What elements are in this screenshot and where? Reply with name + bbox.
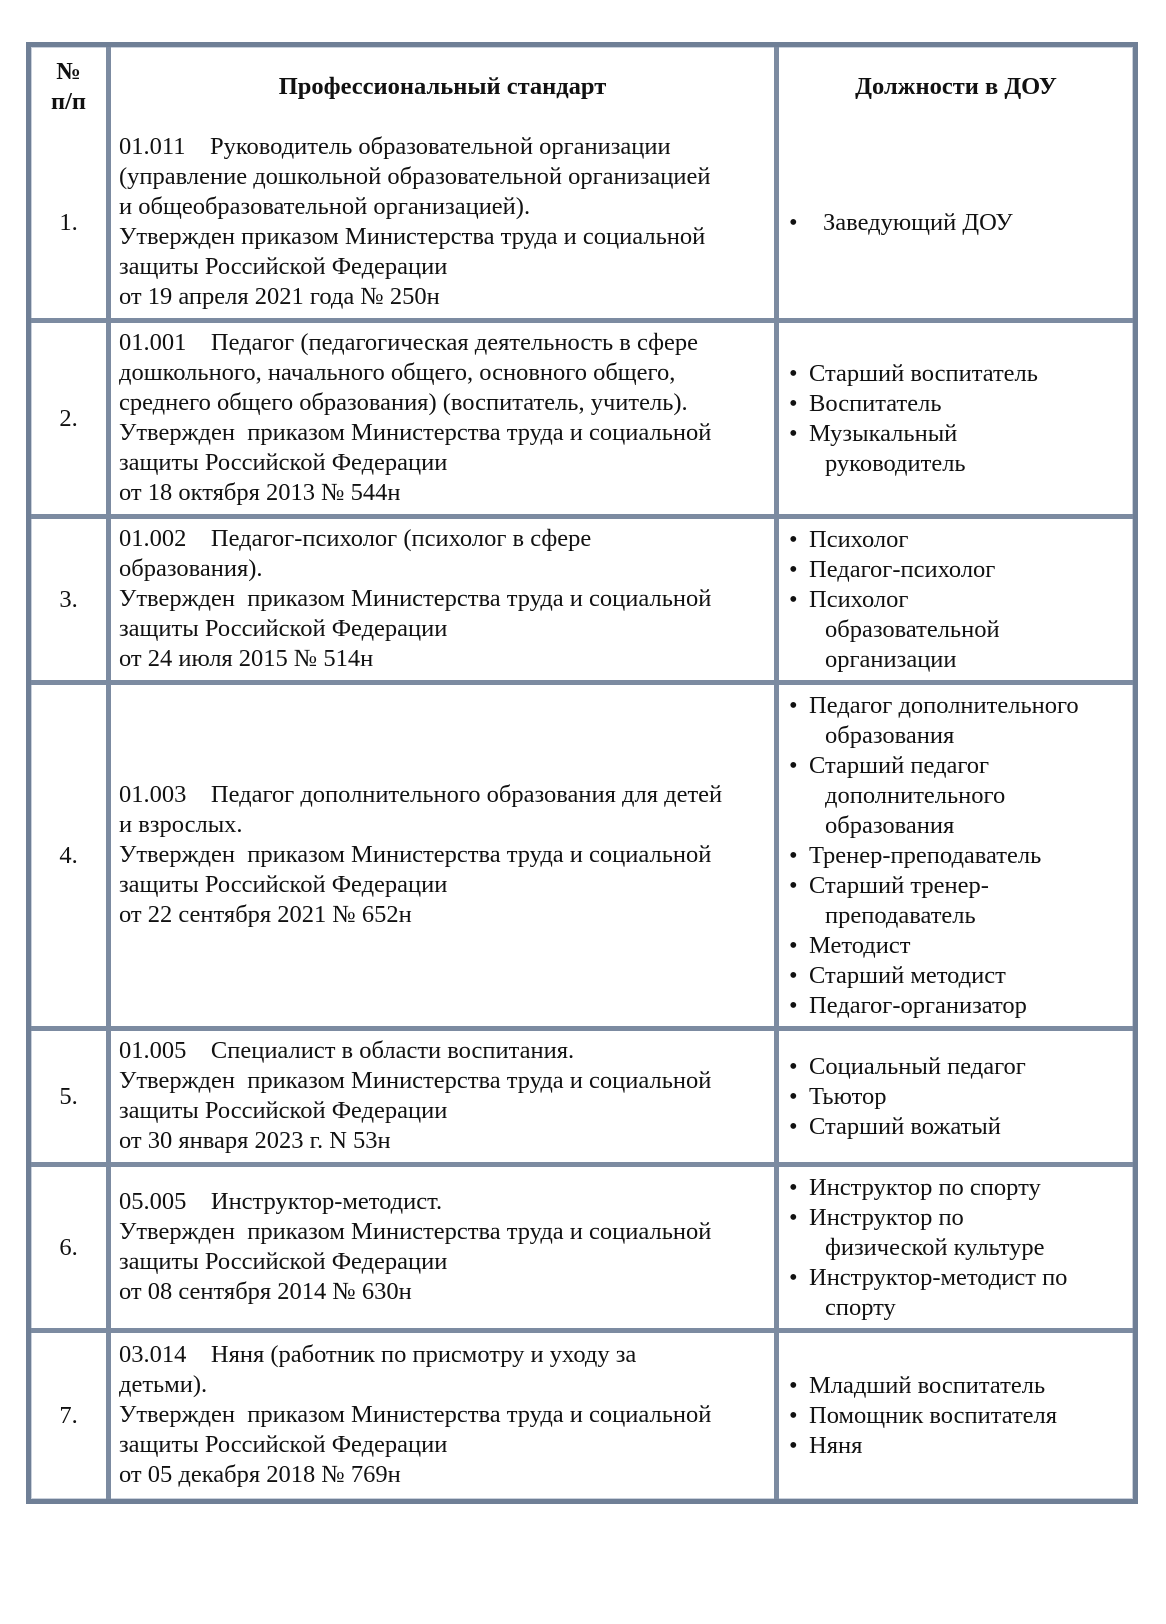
standard-description <box>111 1333 779 1499</box>
position-label: Старший вожатый <box>809 1112 1001 1140</box>
position-label: Педагог дополнительного <box>809 691 1079 719</box>
bullet-icon: • <box>789 1263 798 1291</box>
position-label: образования <box>825 721 955 749</box>
position-item <box>785 525 1131 555</box>
position-label: Помощник воспитателя <box>809 1402 1058 1429</box>
bullet-icon: • <box>789 525 798 553</box>
positions-list <box>785 525 1131 675</box>
position-label: Старший педагог <box>809 751 990 779</box>
bullet-icon: • <box>789 1372 798 1399</box>
position-label: Инструктор по <box>809 1203 964 1231</box>
bullet-icon: • <box>789 1112 798 1140</box>
position-label: Социальный педагог <box>809 1052 1026 1080</box>
position-label: Тьютор <box>809 1082 887 1110</box>
table-row <box>31 1167 1133 1333</box>
table-header-row <box>31 47 1133 127</box>
table-row <box>31 127 1133 323</box>
position-label: Старший методист <box>809 961 1006 989</box>
position-item <box>785 1401 1131 1431</box>
position-item <box>785 991 1131 1021</box>
position-item <box>785 359 1131 389</box>
position-label: Старший тренер- <box>809 871 989 899</box>
position-item <box>785 871 1131 931</box>
position-label: Педагог-организатор <box>809 991 1027 1019</box>
standard-description <box>111 1031 779 1167</box>
positions-list <box>785 1173 1131 1323</box>
standard-line: 01.011 Руководитель образовательной организации <box>119 132 671 160</box>
bullet-icon: • <box>789 585 798 613</box>
position-label: Психолог <box>809 525 909 553</box>
standard-line: Утвержден приказом Министерства труда и социальной <box>119 1066 712 1094</box>
standard-line: защиты Российской Федерации <box>119 870 448 898</box>
position-label: Старший воспитатель <box>809 359 1038 387</box>
position-label: физической культуре <box>825 1233 1045 1261</box>
position-label: Заведующий ДОУ <box>823 208 1013 236</box>
standard-line: Утвержден приказом Министерства труда и социальной <box>119 840 712 868</box>
table-row <box>31 1031 1133 1167</box>
positions-cell <box>779 519 1133 685</box>
bullet-icon: • <box>789 871 798 899</box>
row-number: 7. <box>31 1333 111 1499</box>
standard-line: образования). <box>119 554 263 582</box>
standard-line: от 19 апреля 2021 года № 250н <box>119 282 440 310</box>
table-row <box>31 685 1133 1031</box>
standard-line: от 05 декабря 2018 № 769н <box>119 1461 401 1488</box>
standard-line: Утвержден приказом Министерства труда и социальной <box>119 222 706 250</box>
standard-line: от 30 января 2023 г. N 53н <box>119 1126 391 1154</box>
positions-list <box>785 691 1131 1021</box>
standard-line: защиты Российской Федерации <box>119 1247 448 1275</box>
bullet-icon: • <box>789 1173 798 1201</box>
bullet-icon: • <box>789 1082 798 1110</box>
document-page <box>26 42 1138 1504</box>
bullet-icon: • <box>789 419 798 447</box>
position-item <box>785 1431 1131 1461</box>
position-item <box>785 751 1131 841</box>
positions-cell <box>779 1031 1133 1167</box>
standard-line: среднего общего образования) (воспитатель, учитель). <box>119 388 688 416</box>
position-label: преподаватель <box>825 901 976 929</box>
standard-line: защиты Российской Федерации <box>119 448 448 476</box>
position-item <box>785 1112 1131 1142</box>
positions-cell <box>779 127 1133 323</box>
table-row <box>31 1333 1133 1499</box>
positions-cell <box>779 323 1133 519</box>
header-number-line1: № <box>56 58 81 85</box>
table-body <box>31 127 1133 1499</box>
position-item <box>785 1173 1131 1203</box>
bullet-icon: • <box>789 1432 798 1459</box>
standard-description <box>111 323 779 519</box>
table-row <box>31 323 1133 519</box>
row-number: 5. <box>31 1031 111 1167</box>
standard-line: Утвержден приказом Министерства труда и социальной <box>119 1217 712 1245</box>
standard-description <box>111 519 779 685</box>
position-item <box>785 585 1131 675</box>
standard-line: защиты Российской Федерации <box>119 1096 448 1124</box>
table-row <box>31 519 1133 685</box>
position-label: Педагог-психолог <box>809 555 996 583</box>
standard-line: Утвержден приказом Министерства труда и социальной <box>119 584 712 612</box>
standard-line: 05.005 Инструктор-методист. <box>119 1187 443 1215</box>
position-label: Няня <box>809 1432 863 1459</box>
standard-line: и взрослых. <box>119 810 243 838</box>
header-positions: Должности в ДОУ <box>855 73 1057 100</box>
position-label: образовательной <box>825 615 1000 643</box>
header-number <box>31 47 111 127</box>
bullet-icon: • <box>789 991 798 1019</box>
position-item <box>785 555 1131 585</box>
standard-line: от 24 июля 2015 № 514н <box>119 644 374 672</box>
bullet-icon: • <box>789 691 798 719</box>
standard-line: 01.001 Педагог (педагогическая деятельность в сфере <box>119 328 698 356</box>
standard-line: и общеобразовательной организацией). <box>119 192 531 220</box>
bullet-icon: • <box>789 931 798 959</box>
standard-line: защиты Российской Федерации <box>119 1431 448 1458</box>
row-number: 2. <box>31 323 111 519</box>
position-label: Психолог <box>809 585 909 613</box>
standard-line: Утвержден приказом Министерства труда и социальной <box>119 1401 712 1428</box>
professional-standards-table <box>26 42 1138 1504</box>
standard-description <box>111 1167 779 1333</box>
position-item <box>785 691 1131 751</box>
bullet-icon: • <box>789 389 798 417</box>
position-label: руководитель <box>825 449 966 477</box>
bullet-icon: • <box>789 555 798 583</box>
position-label: спорту <box>825 1293 896 1321</box>
bullet-icon: • <box>789 1402 798 1429</box>
position-item <box>785 389 1131 419</box>
position-item <box>785 1052 1131 1082</box>
position-item <box>785 208 1131 238</box>
position-label: Инструктор-методист по <box>809 1263 1068 1291</box>
bullet-icon: • <box>789 961 798 989</box>
positions-list <box>785 1052 1131 1142</box>
position-label: организации <box>825 645 957 673</box>
position-label: Музыкальный <box>809 419 958 447</box>
standard-line: защиты Российской Федерации <box>119 614 448 642</box>
position-label: образования <box>825 811 955 839</box>
bullet-icon: • <box>789 751 798 779</box>
bullet-icon: • <box>789 359 798 387</box>
positions-cell <box>779 685 1133 1031</box>
position-item <box>785 1371 1131 1401</box>
position-item <box>785 419 1131 479</box>
standard-line: 01.002 Педагог-психолог (психолог в сфере <box>119 524 592 552</box>
row-number: 6. <box>31 1167 111 1333</box>
standard-line: Утвержден приказом Министерства труда и социальной <box>119 418 712 446</box>
positions-cell <box>779 1333 1133 1499</box>
position-label: Методист <box>809 931 911 959</box>
position-item <box>785 961 1131 991</box>
bullet-icon: • <box>789 841 798 869</box>
positions-list <box>785 208 1131 238</box>
standard-description <box>111 685 779 1031</box>
standard-line: защиты Российской Федерации <box>119 252 448 280</box>
bullet-icon: • <box>789 1052 798 1080</box>
row-number: 1. <box>31 127 111 323</box>
position-label: Тренер-преподаватель <box>809 841 1042 869</box>
standard-description <box>111 127 779 323</box>
position-label: Воспитатель <box>809 389 942 417</box>
standard-line: 03.014 Няня (работник по присмотру и уходу за <box>119 1341 637 1368</box>
positions-cell <box>779 1167 1133 1333</box>
position-item <box>785 1082 1131 1112</box>
standard-line: детьми). <box>119 1371 208 1398</box>
header-standard: Профессиональный стандарт <box>111 47 779 127</box>
header-number-line2: п/п <box>50 88 87 115</box>
row-number: 3. <box>31 519 111 685</box>
standard-line: от 08 сентября 2014 № 630н <box>119 1277 412 1305</box>
positions-list <box>785 359 1131 479</box>
position-item <box>785 931 1131 961</box>
standard-line: дошкольного, начального общего, основного общего, <box>119 358 676 386</box>
position-label: Младший воспитатель <box>809 1372 1046 1399</box>
position-item <box>785 1263 1131 1323</box>
position-label: дополнительного <box>825 781 1006 809</box>
bullet-icon: • <box>789 208 798 236</box>
standard-line: 01.005 Специалист в области воспитания. <box>119 1036 575 1064</box>
standard-line: от 18 октября 2013 № 544н <box>119 478 401 506</box>
position-item <box>785 841 1131 871</box>
position-label: Инструктор по спорту <box>809 1173 1041 1201</box>
row-number: 4. <box>31 685 111 1031</box>
standard-line: 01.003 Педагог дополнительного образования для детей <box>119 780 723 808</box>
bullet-icon: • <box>789 1203 798 1231</box>
positions-list <box>785 1371 1131 1461</box>
standard-line: (управление дошкольной образовательной организацией <box>119 162 711 190</box>
position-item <box>785 1203 1131 1263</box>
standard-line: от 22 сентября 2021 № 652н <box>119 900 412 928</box>
